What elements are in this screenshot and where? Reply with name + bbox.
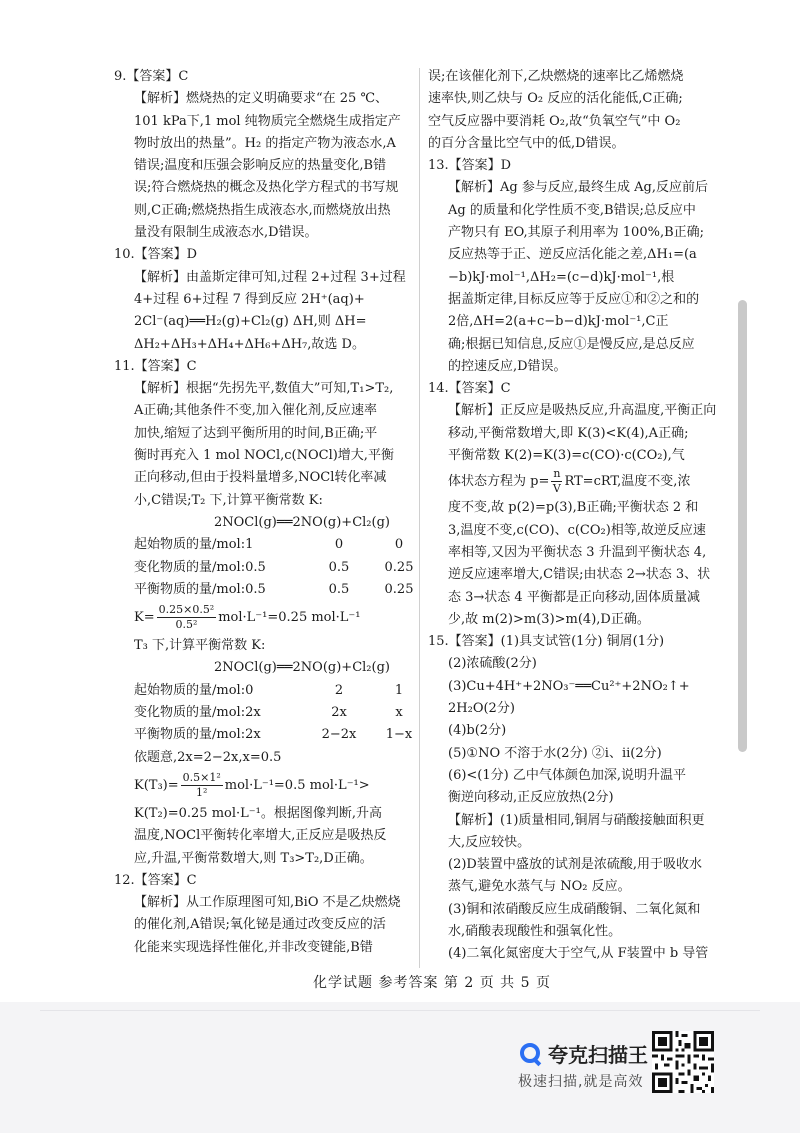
q15-line: 2H₂O(2分) xyxy=(448,701,515,717)
table-cell: 2 xyxy=(334,682,344,698)
q14-line: 态 3→状态 4 平衡都是正向移动,固体质量减 xyxy=(448,589,700,605)
q13-line: 的控速反应,D错误。 xyxy=(448,358,567,374)
q11-table-row xyxy=(114,557,424,579)
left-column xyxy=(114,66,424,959)
q10-line: 2Cl⁻(aq)══H₂(g)+Cl₂(g) ΔH,则 ΔH= xyxy=(134,314,367,330)
q13-answer: 13.【答案】D xyxy=(428,158,512,174)
q13-line: 确;根据已知信息,反应①是慢反应,是总反应 xyxy=(448,336,695,352)
q14-line: 3,温度不变,c(CO)、c(CO₂)相等,故逆反应速 xyxy=(448,522,706,538)
fraction-denominator: 0.5² xyxy=(175,618,198,632)
formula-rest: mol·L⁻¹=0.5 mol·L⁻¹> xyxy=(224,777,370,793)
q10-line: 【解析】由盖斯定律可知,过程 2+过程 3+过程 xyxy=(134,269,406,285)
table-cell: 1 xyxy=(394,682,404,698)
table-cell: 0 xyxy=(394,537,404,553)
formula-prefix: K= xyxy=(134,610,155,626)
q11-equation-2: 2NOCl(g)══2NO(g)+Cl₂(g) xyxy=(214,660,390,676)
q15-line: (3)铜和浓硝酸反应生成硝酸铜、二氧化氮和 xyxy=(448,901,701,917)
q10-answer: 10.【答案】D xyxy=(114,247,198,263)
q11-k2-formula xyxy=(114,769,424,803)
q11-answer: 11.【答案】C xyxy=(114,358,197,374)
table-cell: 0.25 xyxy=(384,559,414,575)
q11-line: K(T₂)=0.25 mol·L⁻¹。根据图像判断,升高 xyxy=(134,805,382,821)
q15-line: 衡逆向移动,正反应放热(2分) xyxy=(448,790,614,806)
q11-line: 温度,NOCl平衡转化率增大,正反应是吸热反 xyxy=(134,828,387,844)
q14-gas-formula xyxy=(428,467,738,497)
q11-table-row xyxy=(114,680,424,702)
q15-line: 【解析】(1)质量相同,铜屑与硝酸接触面积更 xyxy=(448,812,705,828)
q11-line: 衡时再充入 1 mol NOCl,c(NOCl)增大,平衡 xyxy=(134,448,394,464)
vertical-scrollbar[interactable] xyxy=(738,300,747,752)
q13-line: 反应热等于正、逆反应活化能之差,ΔH₁=(a xyxy=(448,247,697,263)
table-cell: 2−2x xyxy=(321,727,357,743)
q11-line: A正确;其他条件不变,加入催化剂,反应速率 xyxy=(134,403,378,419)
q15-line: (4)b(2分) xyxy=(448,723,507,739)
q10-line: 4+过程 6+过程 7 得到反应 2H⁺(aq)+ xyxy=(134,291,365,307)
q12-line: 【解析】从工作原理图可知,BiO 不是乙炔燃烧 xyxy=(134,895,401,911)
q14-answer: 14.【答案】C xyxy=(428,381,511,397)
q13-line: −b)kJ·mol⁻¹,ΔH₂=(c−d)kJ·mol⁻¹,根 xyxy=(448,269,675,285)
q13-line: 据盖斯定律,目标反应等于反应①和②之和的 xyxy=(448,291,700,307)
q15-line: (3)Cu+4H⁺+2NO₃⁻══Cu²⁺+2NO₂↑+ xyxy=(448,678,690,694)
q11-line: 【解析】根据“先拐先平,数值大”可知,T₁>T₂, xyxy=(134,381,394,397)
q14-line: 移动,平衡常数增大,即 K(3)<K(4),A正确; xyxy=(448,425,689,441)
q11-table-row xyxy=(114,579,424,601)
table-cell: 平衡物质的量/mol:2x xyxy=(134,727,261,743)
q15-line: (6)<(1分) 乙中气体颜色加深,说明升温平 xyxy=(448,767,686,783)
q9-line: 【解析】燃烧热的定义明确要求“在 25 ℃、 xyxy=(134,91,388,107)
scanner-brand xyxy=(520,1041,648,1065)
q13-line: 【解析】Ag 参与反应,最终生成 Ag,反应前后 xyxy=(448,180,708,196)
q15-line: 水,硝酸表现酸性和强氧化性。 xyxy=(448,923,622,939)
q12-line: 化能来实现选择性催化,并非改变键能,B错 xyxy=(134,939,373,955)
q14-line: 平衡常数 K(2)=K(3)=c(CO)·c(CO₂),气 xyxy=(448,448,685,464)
q13-line: Ag 的质量和化学性质不变,B错误;总反应中 xyxy=(448,202,696,218)
fraction-numerator: 0.5×1² xyxy=(182,770,221,784)
q12-line: 误;在该催化剂下,乙炔燃烧的速率比乙烯燃烧 xyxy=(428,69,684,84)
q12-line: 的催化剂,A错误;氧化铋是通过改变反应的活 xyxy=(134,917,386,933)
q9-line: 则,C正确;燃烧热指生成液态水,而燃烧放出热 xyxy=(134,202,391,218)
table-cell: 变化物质的量/mol:0.5 xyxy=(134,559,266,575)
q15-answer: 15.【答案】(1)具支试管(1分) 铜屑(1分) xyxy=(428,634,665,650)
q11-equation-1: 2NOCl(g)══2NO(g)+Cl₂(g) xyxy=(214,514,390,530)
table-cell: 起始物质的量/mol:1 xyxy=(134,537,254,553)
q14-line: 逆反应速率增大,C错误;由状态 2→状态 3、状 xyxy=(448,567,711,583)
right-column xyxy=(428,66,738,966)
q9-line: 量没有限制生成液态水,D错误。 xyxy=(134,225,318,241)
table-cell: 平衡物质的量/mol:0.5 xyxy=(134,581,266,597)
q14-line: 度不变,故 p(2)=p(3),B正确;平衡状态 2 和 xyxy=(448,500,699,516)
brand-name: 夸克扫描王 xyxy=(548,1042,648,1067)
formula-rest: RT=cRT,温度不变,浓 xyxy=(564,474,691,490)
q9-line: 物时放出的热量”。H₂ 的指定产物为液态水,A xyxy=(134,135,396,151)
fraction xyxy=(551,467,562,496)
q14-line: 【解析】正反应是吸热反应,升高温度,平衡正向 xyxy=(448,403,717,419)
qr-code-icon xyxy=(652,1031,714,1093)
fraction-numerator: 0.25×0.5² xyxy=(158,603,215,617)
q9-answer: 9.【答案】C xyxy=(114,69,189,84)
band-divider xyxy=(40,1010,760,1011)
q14-line: 少,故 m(2)>m(3)>m(4),D正确。 xyxy=(448,611,650,627)
q11-line: 加快,缩短了达到平衡所用的时间,B正确;平 xyxy=(134,425,378,441)
table-cell: 0.25 xyxy=(384,581,414,597)
q11-table-row xyxy=(114,724,424,746)
q11-line: 小,C错误;T₂ 下,计算平衡常数 K: xyxy=(134,492,323,508)
formula-prefix: K(T₃)= xyxy=(134,777,179,793)
q11-k1-formula xyxy=(114,601,424,635)
q12-line: 的百分含量比空气中的低,D错误。 xyxy=(428,135,625,151)
q11-table-row xyxy=(114,534,424,556)
q15-line: 大,反应较快。 xyxy=(448,834,531,850)
q11-table-row xyxy=(114,702,424,724)
q15-line: (4)二氧化氮密度大于空气,从 F装置中 b 导管 xyxy=(448,946,709,962)
q13-line: 2倍,ΔH=2(a+c−b−d)kJ·mol⁻¹,C正 xyxy=(448,314,669,330)
q15-line: (2)D装置中盛放的试剂是浓硫酸,用于吸收水 xyxy=(448,857,702,873)
fraction xyxy=(181,771,223,800)
q15-line: (2)浓硫酸(2分) xyxy=(448,656,537,672)
table-cell: 变化物质的量/mol:2x xyxy=(134,705,261,721)
fraction-numerator: n xyxy=(553,467,561,481)
q11-line: 正向移动,但由于投料量增多,NOCl转化率减 xyxy=(134,470,387,486)
fraction xyxy=(157,603,217,632)
formula-prefix: 体状态方程为 p= xyxy=(448,474,550,490)
table-cell: x xyxy=(395,705,403,721)
q12-line: 速率快,则乙炔与 O₂ 反应的活化能低,C正确; xyxy=(428,91,683,107)
q9-line: 误;符合燃烧热的概念及热化学方程式的书写规 xyxy=(134,180,399,196)
q10-line: ΔH₂+ΔH₃+ΔH₄+ΔH₆+ΔH₇,故选 D。 xyxy=(134,336,365,352)
table-cell: 0.5 xyxy=(328,581,350,597)
q11-condition: 依题意,2x=2−2x,x=0.5 xyxy=(134,749,282,765)
formula-rest: mol·L⁻¹=0.25 mol·L⁻¹ xyxy=(218,610,361,626)
q15-line: 蒸气,避免水蒸气与 NO₂ 反应。 xyxy=(448,879,631,895)
q9-line: 错误;温度和压强会影响反应的热量变化,B错 xyxy=(134,158,387,174)
fraction-denominator: 1² xyxy=(195,785,208,799)
q12-answer: 12.【答案】C xyxy=(114,872,197,888)
page-footer: 化学试题 参考答案 第 2 页 共 5 页 xyxy=(313,975,551,991)
q14-line: 率相等,又因为平衡状态 3 升温到平衡状态 4, xyxy=(448,544,707,560)
table-cell: 起始物质的量/mol:0 xyxy=(134,682,254,698)
table-cell: 2x xyxy=(331,705,347,721)
document-page xyxy=(98,52,766,992)
q11-line: 应,升温,平衡常数增大,则 T₃>T₂,D正确。 xyxy=(134,850,373,866)
q13-line: 产物只有 EO,其原子利用率为 100%,B正确; xyxy=(448,225,705,241)
q9-line: 101 kPa下,1 mol 纯物质完全燃烧生成指定产 xyxy=(134,113,401,129)
q12-line: 空气反应器中要消耗 O₂,故“负氧空气”中 O₂ xyxy=(428,113,681,129)
fraction-denominator: V xyxy=(552,482,561,496)
quark-logo-icon xyxy=(520,1043,540,1063)
table-cell: 1−x xyxy=(385,727,413,743)
brand-slogan: 极速扫描,就是高效 xyxy=(518,1074,644,1090)
table-cell: 0.5 xyxy=(328,559,350,575)
q15-line: (5)①NO 不溶于水(2分) ②ⅰ、ⅱ(2分) xyxy=(448,745,662,761)
table-cell: 0 xyxy=(334,537,344,553)
q11-t3-line: T₃ 下,计算平衡常数 K: xyxy=(134,638,266,654)
